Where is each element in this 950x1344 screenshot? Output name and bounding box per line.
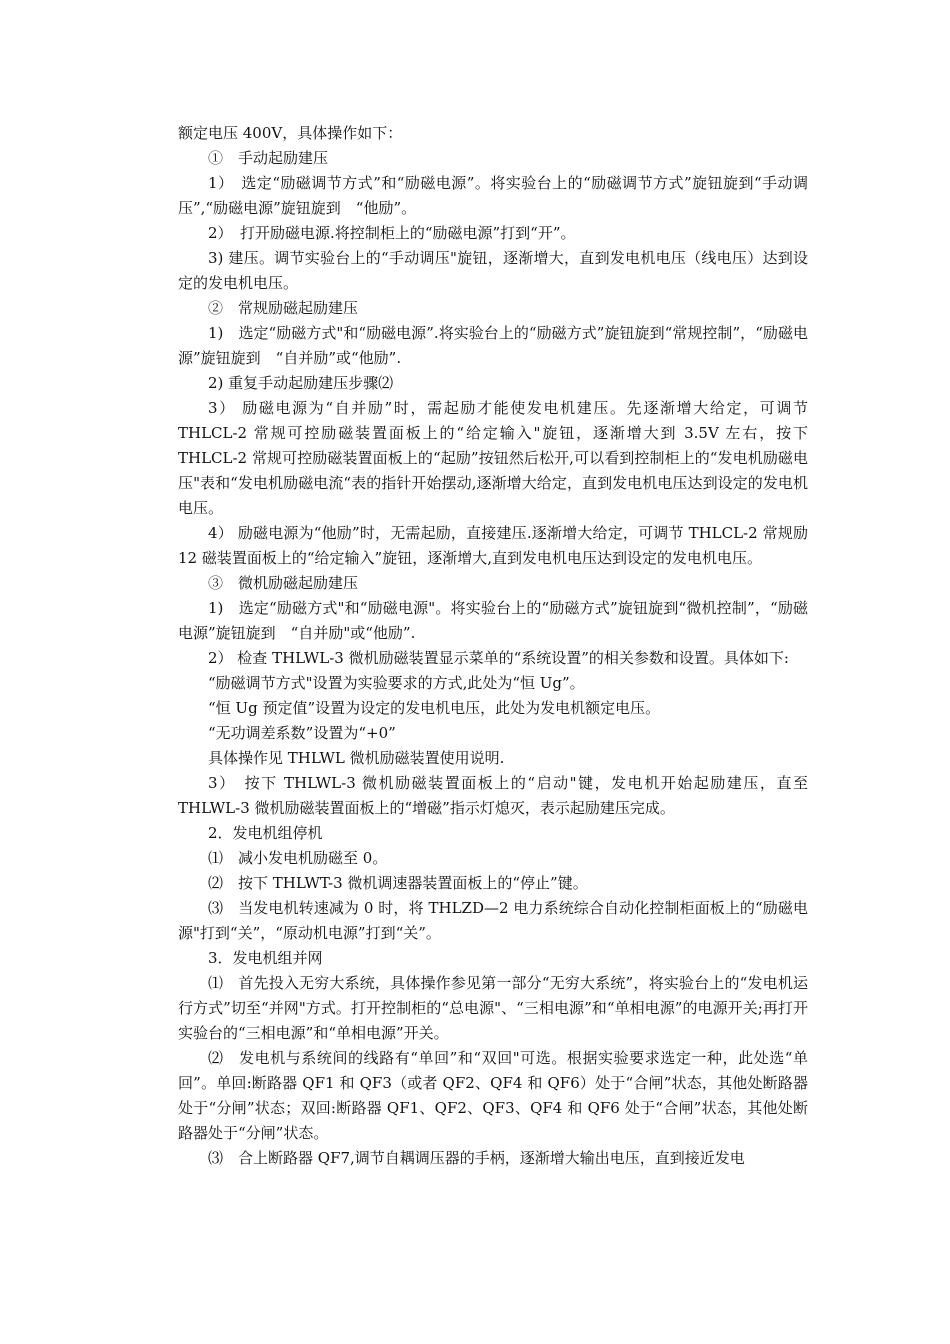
paragraph: ⑴ 减小发电机励磁至 0。 [208,849,388,867]
paragraph: ① 手动起励建压 [208,149,329,167]
paragraph: ③ 微机励磁起励建压 [208,574,359,592]
paragraph: 1） 选定“励磁调节方式”和“励磁电源”。将实验台上的“励磁调节方式”旋钮旋到“手动调压”,“励磁电源”旋钮旋到 “他励”。 [178,174,808,217]
paragraph: 具体操作见 THLWL 微机励磁装置使用说明. [208,749,505,767]
paragraph: 3) 建压。调节实验台上的“手动调压"旋钮，逐渐增大，直到发电机电压（线电压）达到设定的发电机电压。 [178,249,808,292]
paragraph: 1) 选定“励磁方式"和“励磁电源"。将实验台上的“励磁方式”旋钮旋到“微机控制”，“励磁电源”旋钮旋到 “自并励"或“他励”. [178,599,808,642]
paragraph: 4） 励磁电源为“他励”时，无需起励，直接建压.逐渐增大给定，可调节 THLCL-2 常规励 12 磁装置面板上的“给定输入”旋钮，逐渐增大,直到发电机电压达到设定的发电机电压。 [178,524,808,567]
paragraph: ⑵ 按下 THLWT-3 微机调速器装置面板上的“停止”键。 [208,874,588,892]
paragraph: “恒 Ug 预定值”设置为设定的发电机电压，此处为发电机额定电压。 [208,699,661,717]
paragraph: ⑴ 首先投入无穷大系统，具体操作参见第一部分“无穷大系统”，将实验台上的“发电机运行方式”切至“并网"方式。打开控制柜的“总电源"、“三相电源”和“单相电源”的电源开关;再打开实验台的“三相电源”和“单相电源”开关。 [178,974,808,1042]
section-heading: 2．发电机组停机 [208,824,323,842]
paragraph: 2） 打开励磁电源.将控制柜上的“励磁电源”打到“开”。 [208,224,576,242]
paragraph: ⑵ 发电机与系统间的线路有“单回”和“双回"可选。根据实验要求选定一种，此处选“单回”。单回:断路器 QF1 和 QF3（或者 QF2、QF4 和 QF6）处于“合闸”状态，其他处断路器处于“分闸”状态；双回:断路器 QF1、QF2、QF3、QF4 和 QF6 处于“合闸”状态，其他处断路器处于“分闸”状态。 [178,1049,808,1142]
paragraph: 2) 重复手动起励建压步骤⑵ [208,374,394,392]
paragraph: “励磁调节方式"设置为实验要求的方式,此处为“恒 Ug”。 [208,674,585,692]
paragraph: 3） 按下 THLWL-3 微机励磁装置面板上的“启动"键，发电机开始起励建压，直至 THLWL-3 微机励磁装置面板上的“增磁”指示灯熄灭，表示起励建压完成。 [178,774,808,817]
paragraph: 1) 选定“励磁方式"和“励磁电源”.将实验台上的“励磁方式”旋钮旋到“常规控制”，“励磁电源”旋钮旋到 “自并励”或“他励”. [178,324,808,367]
paragraph: ② 常规励磁起励建压 [208,299,359,317]
paragraph: 额定电压 400V，具体操作如下： [178,124,403,142]
paragraph: ⑶ 合上断路器 QF7,调节自耦调压器的手柄，逐渐增大输出电压，直到接近发电 [208,1149,745,1167]
paragraph: “无功调差系数”设置为“+0” [208,724,396,742]
paragraph: 3） 励磁电源为“自并励”时，需起励才能使发电机建压。先逐渐增大给定，可调节 THLCL-2 常规可控励磁装置面板上的“给定输入"旋钮，逐渐增大到 3.5V 左右，按下 THLCL-2 常规可控励磁装置面板上的“起励”按钮然后松开,可以看到控制柜上的“发电机励磁电压"表和“发电机励磁电流“表的指针开始摆动,逐渐增大给定，直到发电机电压达到设定的发电机电压。 [178,399,808,517]
paragraph: ⑶ 当发电机转速减为 0 时，将 THLZD—2 电力系统综合自动化控制柜面板上的“励磁电源"打到“关”，“原动机电源”打到“关”。 [178,899,808,942]
paragraph: 2） 检查 THLWL-3 微机励磁装置显示菜单的“系统设置”的相关参数和设置。具体如下: [208,649,789,667]
section-heading: 3．发电机组并网 [208,949,323,967]
document-body [178,121,808,1171]
